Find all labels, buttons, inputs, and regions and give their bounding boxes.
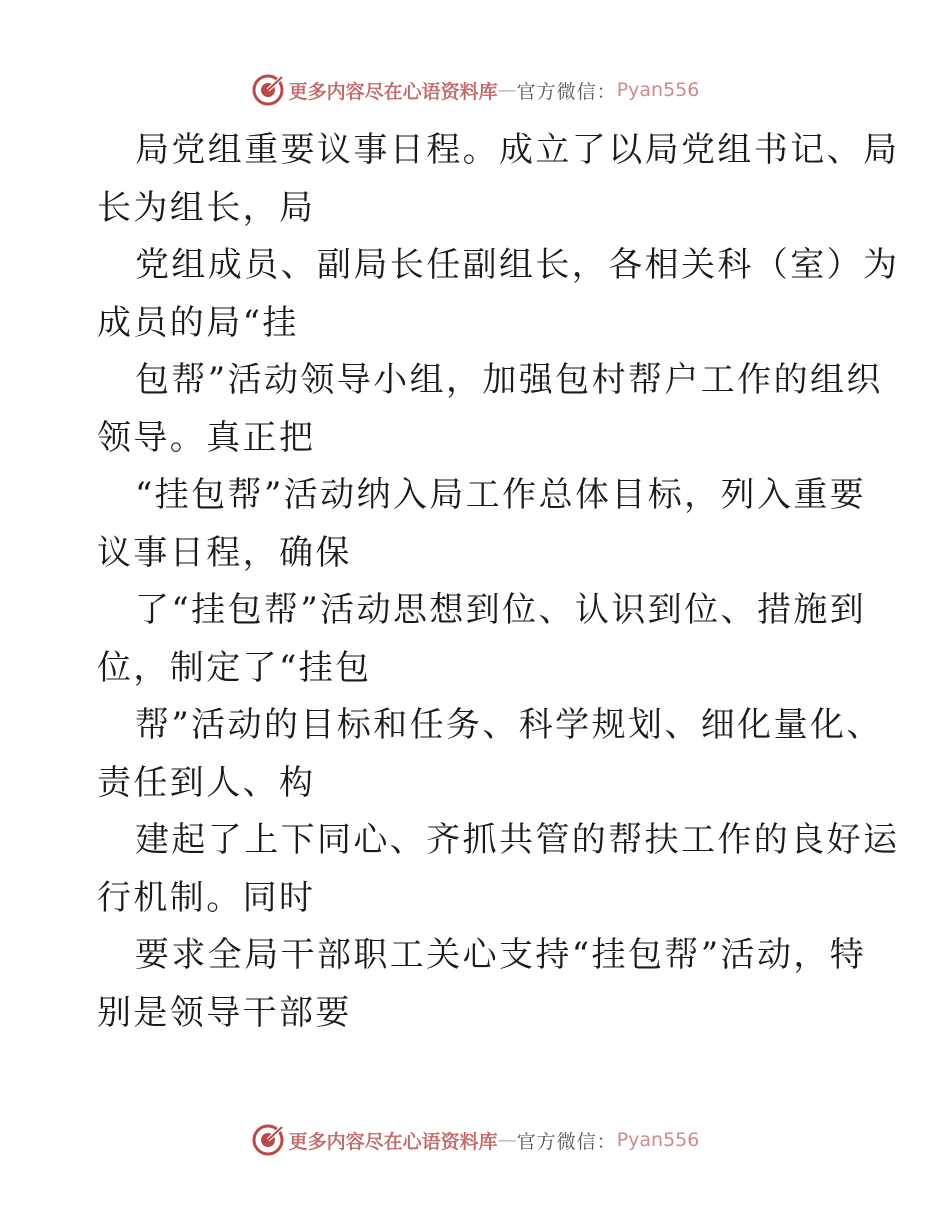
footer-banner bbox=[0, 1120, 950, 1160]
body-line: “挂包帮”活动纳入局工作总体目标，列入重要 bbox=[135, 475, 867, 515]
document-body bbox=[97, 122, 900, 1042]
brand-logo-icon bbox=[251, 1123, 285, 1157]
wechat-id: Pyan556 bbox=[616, 79, 700, 101]
body-line: 局党组重要议事日程。成立了以局党组书记、局 bbox=[135, 130, 900, 170]
body-line: 帮”活动的目标和任务、科学规划、细化量化、 bbox=[135, 705, 883, 745]
banner-dash: — bbox=[497, 79, 517, 101]
body-line: 要求全局干部职工关心支持“挂包帮”活动，特 bbox=[135, 935, 867, 975]
brand-logo-icon bbox=[251, 73, 285, 107]
body-line: 行机制。同时 bbox=[97, 877, 316, 918]
wechat-label: 官方微信： bbox=[516, 1130, 617, 1153]
body-line: 责任到人、构 bbox=[97, 762, 316, 803]
header-banner bbox=[0, 70, 950, 110]
body-line: 位，制定了“挂包 bbox=[97, 647, 372, 688]
body-line: 成员的局“挂 bbox=[97, 302, 299, 343]
wechat-id: Pyan556 bbox=[616, 1129, 700, 1151]
body-line: 别是领导干部要 bbox=[97, 992, 352, 1033]
body-line: 议事日程，确保 bbox=[97, 532, 352, 573]
body-line: 党组成员、副局长任副组长，各相关科（室）为 bbox=[135, 245, 900, 285]
body-line: 包帮”活动领导小组，加强包村帮户工作的组织 bbox=[135, 360, 883, 400]
banner-dash: — bbox=[497, 1129, 517, 1151]
body-line: 建起了上下同心、齐抓共管的帮扶工作的良好运 bbox=[135, 820, 900, 860]
body-line: 长为组长，局 bbox=[97, 187, 316, 228]
body-line: 了“挂包帮”活动思想到位、认识到位、措施到 bbox=[135, 590, 867, 630]
body-line: 领导。真正把 bbox=[97, 417, 316, 458]
wechat-label: 官方微信： bbox=[516, 80, 617, 103]
brand-text: 更多内容尽在心语资料库 bbox=[288, 80, 498, 103]
brand-text: 更多内容尽在心语资料库 bbox=[288, 1130, 498, 1153]
